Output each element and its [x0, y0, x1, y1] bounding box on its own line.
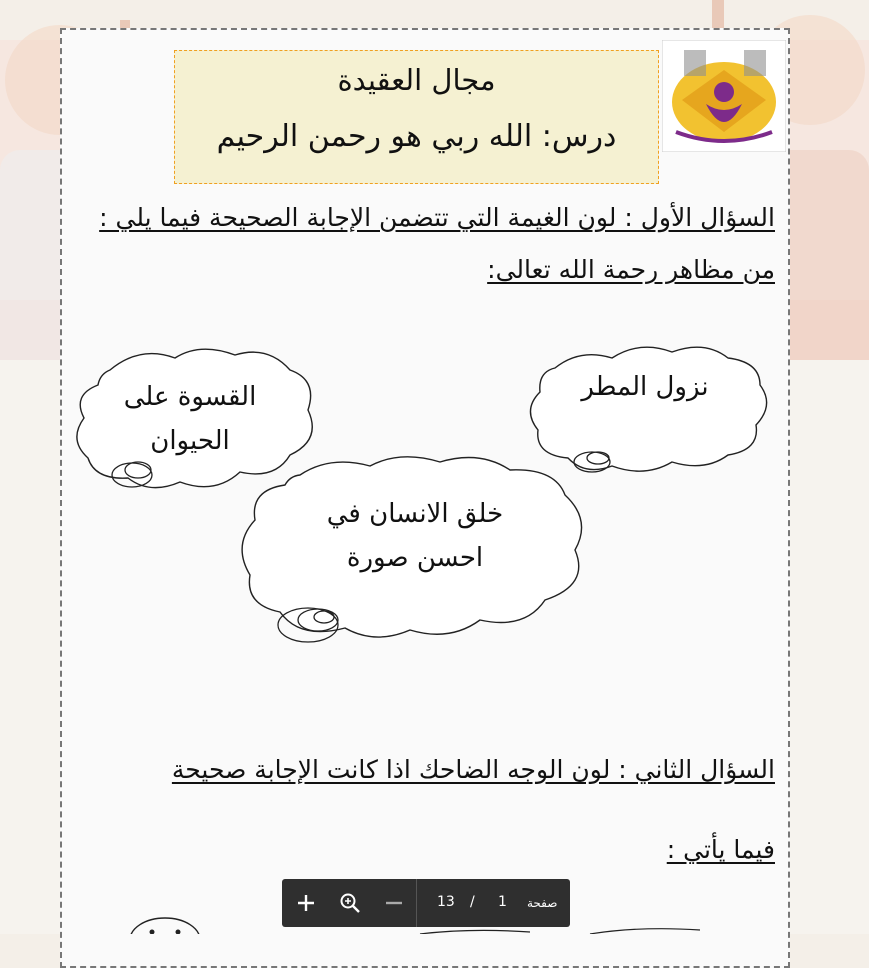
cloud-option-creation-line1: خلق الانسان في — [326, 499, 504, 529]
minus-icon — [384, 893, 404, 913]
plus-icon — [296, 893, 316, 913]
current-page-input[interactable]: 1 — [498, 894, 507, 910]
fit-zoom-button[interactable] — [330, 879, 370, 927]
cloud-option-cruelty-line2: الحيوان — [150, 426, 230, 456]
question-1-subtext: من مظاهر رحمة الله تعالى: — [487, 255, 775, 284]
total-pages: 13 — [437, 894, 455, 910]
question-1-text: السؤال الأول : لون الغيمة التي تتضمن الإجابة الصحيحة فيما يلي : — [99, 203, 775, 232]
lesson-title: درس: الله ربي هو رحمن الرحيم — [216, 119, 617, 154]
page-separator: / — [470, 894, 475, 910]
cloud-option-cruelty-line1: القسوة على — [123, 382, 257, 412]
domain-title: مجال العقيدة — [337, 63, 496, 97]
zoom-out-button[interactable] — [374, 879, 414, 927]
page-label: صفحة — [527, 896, 558, 910]
toolbar-divider — [416, 879, 417, 927]
zoom-in-button[interactable] — [286, 879, 326, 927]
question-2-subtext: فيما يأتي : — [666, 835, 775, 864]
magnifier-icon — [339, 892, 361, 914]
pdf-viewer-toolbar — [282, 879, 570, 927]
cloud-option-creation-line2: احسن صورة — [346, 543, 484, 573]
cloud-option-rain-line1: نزول المطر — [581, 372, 709, 402]
question-2-text: السؤال الثاني : لون الوجه الضاحك اذا كانت الإجابة صحيحة — [171, 755, 775, 784]
